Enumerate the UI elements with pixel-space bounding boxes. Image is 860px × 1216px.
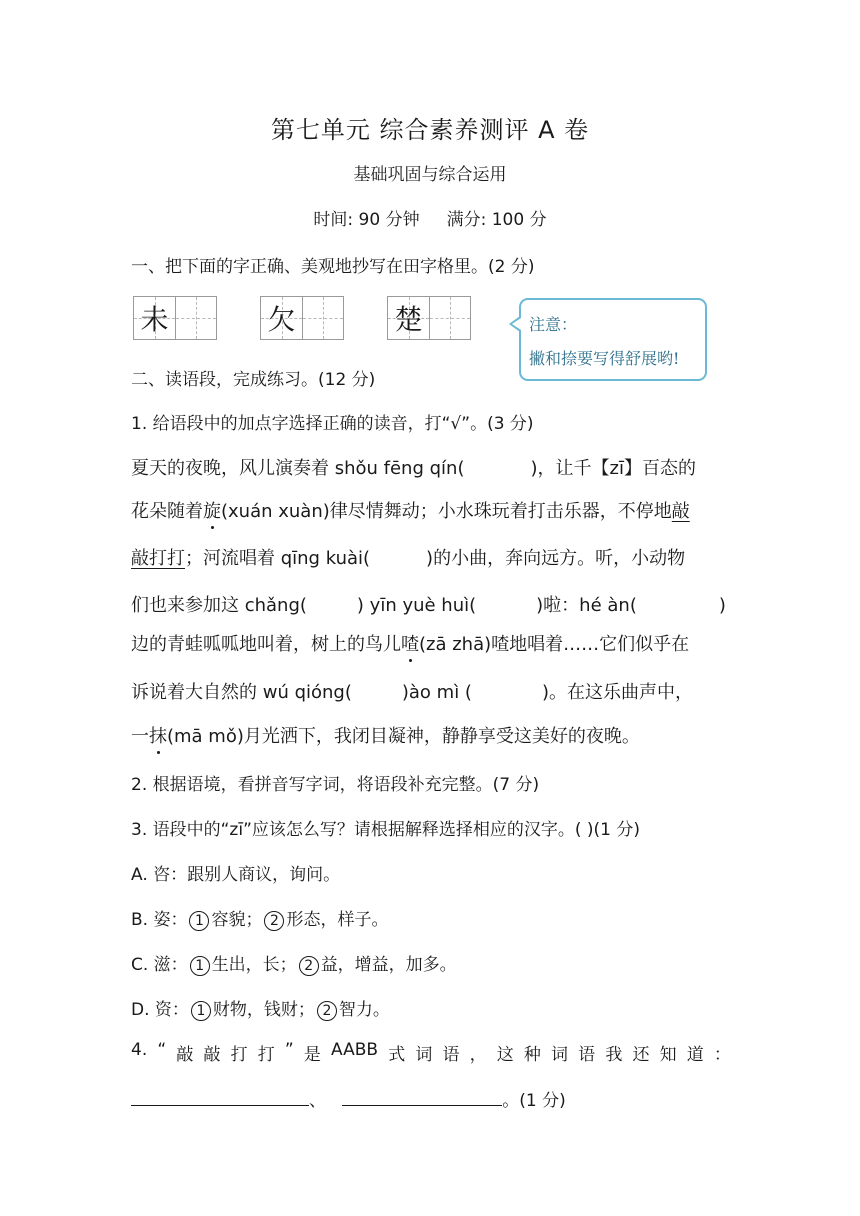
tianzige-cell-write[interactable] bbox=[175, 297, 216, 339]
circled-number: 1 bbox=[190, 956, 210, 976]
tianzige-cell-sample bbox=[261, 297, 302, 339]
answer-blank[interactable] bbox=[131, 1085, 309, 1106]
note-callout bbox=[519, 298, 707, 381]
question-1: 1. 给语段中的加点字选择正确的读音，打“√”。(3 分) bbox=[131, 414, 534, 434]
question-3: 3. 语段中的“zī”应该怎么写？请根据解释选择相应的汉字。( )(1 分) bbox=[131, 820, 641, 840]
section2-heading: 二、读语段，完成练习。(12 分) bbox=[131, 370, 376, 390]
score-label: 满分: 100 分 bbox=[446, 210, 547, 230]
answer-blank[interactable] bbox=[342, 1085, 502, 1106]
time-label: 时间: 90 分钟 bbox=[313, 210, 420, 230]
dotted-char: 旋 bbox=[203, 497, 221, 523]
section1-heading: 一、把下面的字正确、美观地抄写在田字格里。(2 分) bbox=[131, 257, 535, 277]
dotted-char: 抹 bbox=[149, 722, 167, 748]
tianzige-box-2[interactable] bbox=[260, 296, 344, 340]
tianzige-box-1[interactable] bbox=[133, 296, 217, 340]
option-b: B. 姿： 1 容貌； 2 形态，样子。 bbox=[131, 910, 389, 930]
option-a: A. 咨：跟别人商议，询问。 bbox=[131, 865, 341, 885]
note-title: 注意： bbox=[529, 315, 578, 334]
option-c: C. 滋： 1 生出，长； 2 益，增益，加多。 bbox=[131, 955, 457, 975]
circled-number: 1 bbox=[191, 1001, 211, 1021]
sample-char: 楚 bbox=[394, 303, 423, 336]
passage-line-2: 花朵随着旋(xuán xuàn)律尽情舞动；小水珠玩着打击乐器，不停地敲 bbox=[131, 497, 731, 523]
exam-meta bbox=[0, 205, 860, 230]
underlined-word: 敲打打 bbox=[131, 548, 185, 569]
option-d: D. 资： 1 财物，钱财； 2 智力。 bbox=[131, 1000, 390, 1020]
tianzige-cell-sample bbox=[388, 297, 429, 339]
circled-number: 2 bbox=[264, 911, 284, 931]
sample-char: 欠 bbox=[267, 303, 296, 336]
passage-line-5: 边的青蛙呱呱地叫着，树上的鸟儿喳(zā zhā)喳地唱着……它们似乎在 bbox=[131, 630, 731, 656]
question-4-answer-line: 、 。(1 分) bbox=[131, 1085, 566, 1111]
question-4: 4. “ 敲 敲 打 打 ” 是 AABB 式 词 语 ， 这 种 词 语 我 还 知 道 ： bbox=[131, 1040, 731, 1065]
circled-number: 2 bbox=[317, 1001, 337, 1021]
page-subtitle: 基础巩固与综合运用 bbox=[353, 165, 507, 185]
tianzige-box-3[interactable] bbox=[387, 296, 471, 340]
tianzige-cell-sample bbox=[134, 297, 175, 339]
page-title: 第七单元 综合素养测评 A 卷 bbox=[270, 116, 590, 144]
tianzige-cell-write[interactable] bbox=[302, 297, 343, 339]
note-body: 撇和捺要写得舒展哟! bbox=[529, 349, 680, 368]
passage-line-4: 们也来参加这 chǎng( ) yīn yuè huì( )啦：hé àn( ) bbox=[131, 595, 726, 616]
dotted-char: 喳 bbox=[401, 630, 419, 656]
circled-number: 2 bbox=[299, 956, 319, 976]
passage-line-3: 敲打打；河流唱着 qīng kuài( )的小曲，奔向远方。听，小动物 bbox=[131, 548, 686, 569]
passage-line-1: 夏天的夜晚，风儿演奏着 shǒu fēng qín( )，让千【zī】百态的 bbox=[131, 458, 696, 479]
question-2: 2. 根据语境，看拼音写字词，将语段补充完整。(7 分) bbox=[131, 775, 540, 795]
passage-line-6: 诉说着大自然的 wú qióng( )ào mì ( )。在这乐曲声中， bbox=[131, 682, 693, 703]
passage-line-7: 一抹(mā mǒ)月光洒下，我闭目凝神，静静享受这美好的夜晚。 bbox=[131, 722, 731, 748]
sample-char: 未 bbox=[140, 303, 169, 336]
underlined-word: 敲 bbox=[671, 501, 690, 522]
circled-number: 1 bbox=[189, 911, 209, 931]
tianzige-cell-write[interactable] bbox=[429, 297, 470, 339]
